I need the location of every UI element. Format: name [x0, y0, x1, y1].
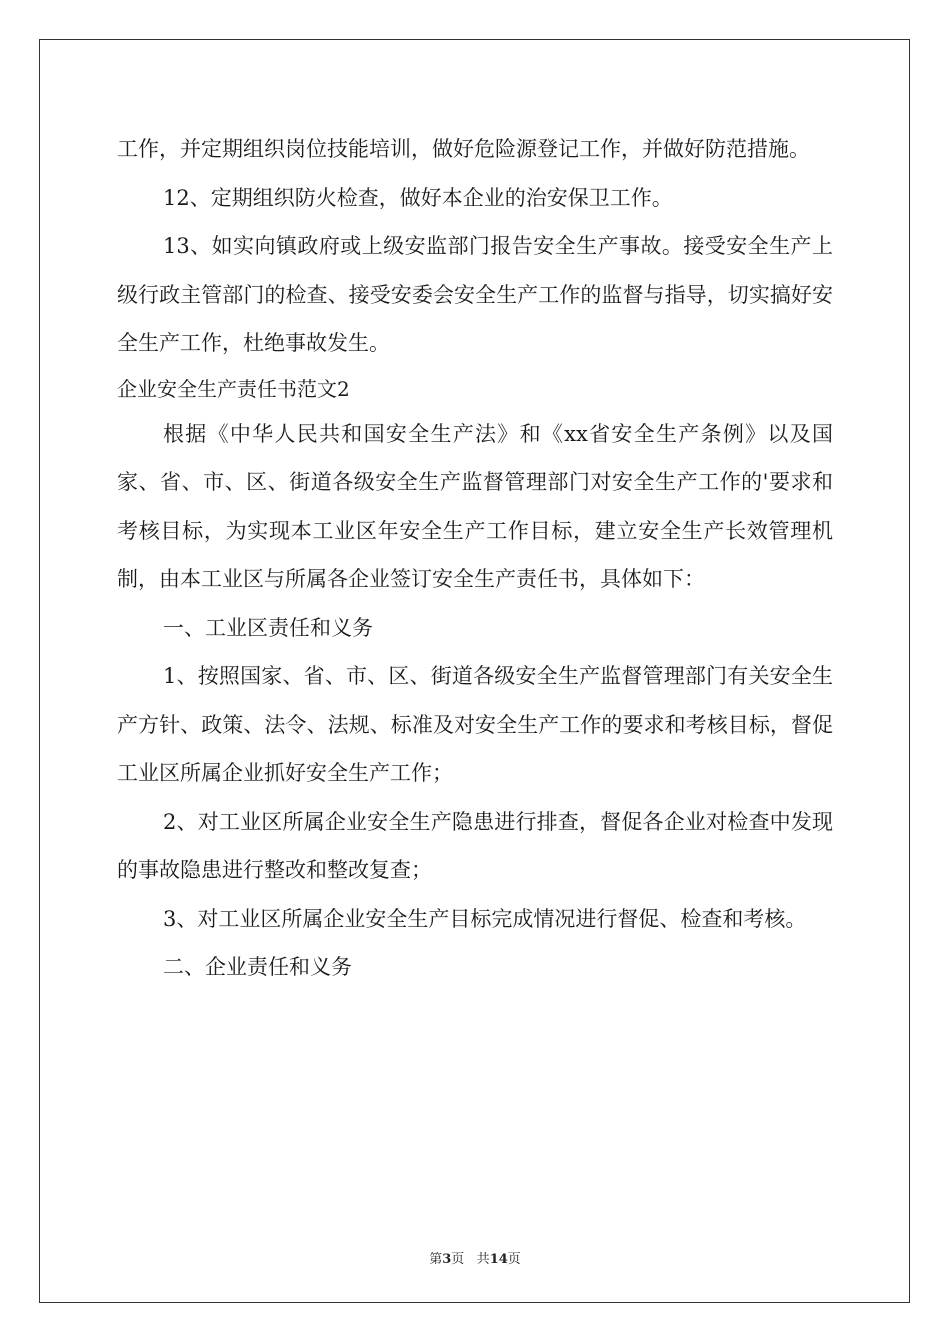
paragraph: 根据《中华人民共和国安全生产法》和《xx省安全生产条例》以及国家、省、市、区、街道各级安全生产监督管理部门对安全生产工作的'要求和考核目标，为实现本工业区年安全生产工作目标，建立安全生产长效管理机制，由本工业区与所属各企业签订安全生产责任书，具体如下：	[117, 421, 833, 591]
paragraph: 二、企业责任和义务	[163, 955, 352, 979]
paragraph: 12、定期组织防火检查，做好本企业的治安保卫工作。	[163, 185, 673, 210]
page-prefix: 第	[429, 1252, 443, 1267]
section-title: 企业安全生产责任书范文2	[117, 376, 350, 401]
paragraph: 2、对工业区所属企业安全生产隐患进行排查，督促各企业对检查中发现的事故隐患进行整改和整改复查；	[117, 809, 833, 882]
paragraph: 工作，并定期组织岗位技能培训，做好危险源登记工作，并做好防范措施。	[117, 137, 810, 161]
page-number: 3	[442, 1252, 452, 1267]
total-prefix: 共	[476, 1252, 490, 1267]
page-suffix: 页	[451, 1252, 465, 1267]
total-suffix: 页	[507, 1252, 521, 1267]
paragraph: 3、对工业区所属企业安全生产目标完成情况进行督促、检查和考核。	[163, 906, 807, 931]
paragraph: 1、按照国家、省、市、区、街道各级安全生产监督管理部门有关安全生产方针、政策、法令、法规、标准及对安全生产工作的要求和考核目标，督促工业区所属企业抓好安全生产工作；	[117, 664, 833, 785]
page-footer	[0, 1248, 950, 1267]
paragraph: 一、工业区责任和义务	[163, 615, 373, 640]
total-pages: 14	[489, 1252, 508, 1267]
paragraph: 13、如实向镇政府或上级安监部门报告安全生产事故。接受安全生产上级行政主管部门的检查、接受安委会安全生产工作的监督与指导，切实搞好安全生产工作，杜绝事故发生。	[117, 234, 833, 355]
document-body	[117, 125, 833, 992]
